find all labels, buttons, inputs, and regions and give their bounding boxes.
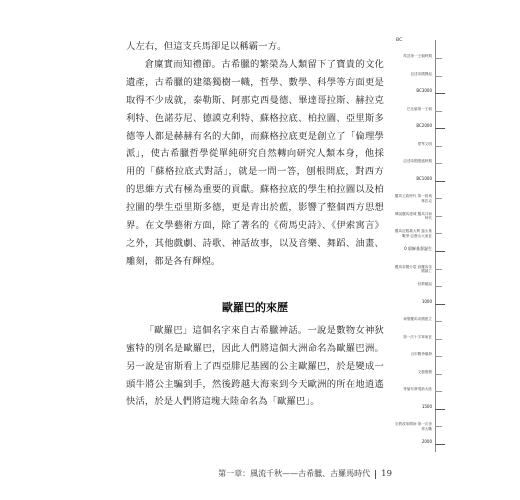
timeline-entry-label: 巴比倫第一王朝 — [406, 106, 432, 111]
timeline-entry-label: 神聖羅馬帝國建立 — [403, 317, 432, 322]
timeline-tick — [435, 356, 442, 357]
timeline-tick — [435, 58, 442, 59]
timeline-tick — [435, 374, 442, 375]
timeline-entry-label: 埃及第一王朝時期 — [403, 54, 432, 58]
timeline-entry-label: 愛琴文明 — [417, 141, 432, 146]
timeline-tick — [435, 146, 442, 147]
timeline-entry-label: 亞述帝國強盛時期 — [403, 159, 432, 164]
timeline-tick — [435, 181, 445, 182]
timeline-tick — [435, 233, 442, 234]
timeline-entry-label: 0 耶穌基督誕生 — [404, 246, 432, 251]
timeline-entry-label: BC1000 — [416, 175, 432, 181]
timeline-tick — [435, 269, 442, 270]
timeline-entry-label: 百年戰爭爆發 — [410, 352, 432, 357]
timeline-entry-label: BC2000 — [416, 123, 432, 129]
timeline-tick — [435, 286, 442, 287]
timeline-tick — [435, 304, 445, 305]
timeline-tick — [435, 128, 445, 129]
timeline-tick — [435, 163, 442, 164]
timeline-entry-label: 羅馬征服義大利 迦太基戰爭 亞歷山大東征 — [394, 229, 432, 238]
timeline-tick — [435, 391, 442, 392]
timeline-tick — [435, 76, 442, 77]
timeline-entry-label: 羅馬王政時代 第一屆奧林匹克 — [394, 194, 432, 203]
timeline-entry-label: 1500 — [421, 403, 432, 409]
timeline-entry-label: 文藝復興 — [417, 369, 432, 374]
timeline-entry-label: BC3000 — [416, 88, 432, 94]
main-text-column — [126, 38, 384, 411]
timeline-entry-label: 宗教改革開始 第一次世界大戰 — [394, 422, 432, 431]
timeline-tick — [435, 321, 442, 322]
timeline-entry-label: 2000 — [421, 439, 432, 444]
timeline-entry-label: 1000 — [421, 298, 432, 304]
timeline-entry-label: 傳說羅馬建城 羅馬共和時代 — [394, 211, 432, 221]
timeline-tick — [435, 93, 445, 94]
paragraph-continuation: 人左右，但這支兵馬卻足以稱霸一方。 — [126, 41, 287, 52]
page-footer — [218, 468, 392, 479]
timeline-tick — [435, 216, 442, 217]
timeline-tick — [435, 111, 442, 112]
timeline-entry-label: 哥倫布發現新大陸 — [403, 387, 432, 392]
timeline-tick — [435, 409, 445, 410]
timeline-entry-label: 羅馬帝國分裂 西羅馬帝國滅亡 — [394, 264, 432, 273]
paragraph-greek-culture: 倉廩實而知禮節。古希臘的繁榮為人類留下了寶貴的文化遺產，古希臘的建築獨樹一幟，哲學、數學、科學等方面更是取得不少成就，泰勒斯、阿那克西曼德、畢達哥拉斯、赫拉克利特、色諾芬尼、德謨克利特、蘇格拉底、柏拉圖、亞里斯多德等人都是赫赫有名的大師，而蘇格拉底更是創立了「倫理學派」，使古希臘哲學從單純研究自然轉向研究人類本身，他採用的「蘇格拉底式對話」，就是一問一答，刨根問底，對西方的思維方式有極為重要的貢獻。蘇格拉底的學生柏拉圖以及柏拉圖的學生亞里斯多德，更是青出於藍，影響了整個西方思想界。在文學藝術方面，除了著名的《荷馬史詩》、《伊索寓言》之外，其他戲劇、詩歌、神話故事，以及音樂、舞蹈、油畫、雕刻，都是各有輝煌。 — [126, 58, 384, 267]
section-heading: 歐羅巴的來歷 — [222, 300, 288, 314]
timeline-tick — [435, 426, 442, 427]
timeline-entry-label: 亞述帝國興起 — [410, 71, 432, 76]
timeline-start-label: BC — [396, 38, 403, 43]
timeline-tick — [435, 198, 442, 199]
timeline-sidebar — [394, 40, 450, 460]
paragraph-europa-origin: 「歐羅巴」這個名字來自古希臘神話。一說是數物女神狄蜜特的別名是歐羅巴，因此人們將這個大洲命名為歐羅巴洲。另一說是宙斯看上了西亞腓尼基國的公主歐羅巴，於是變成一頭牛將公主騙到手，然後跨越大海來到今天歐洲的所在地逍遙快活，於是人們將這塊大陸命名為「歐羅巴」。 — [126, 324, 384, 408]
timeline-tick — [435, 339, 442, 340]
timeline-entry-label: 第一次十字軍東征 — [403, 334, 432, 339]
timeline-tick — [435, 444, 445, 445]
timeline-tick — [435, 251, 445, 252]
timeline-entry-label: 回教崛起 — [417, 282, 432, 287]
footer-chapter-title: 第一章：風流千秋——古希臘、古羅馬時代 — [218, 469, 371, 478]
footer-divider — [375, 470, 376, 479]
timeline-axis — [435, 40, 436, 452]
page-number: 19 — [381, 469, 392, 479]
